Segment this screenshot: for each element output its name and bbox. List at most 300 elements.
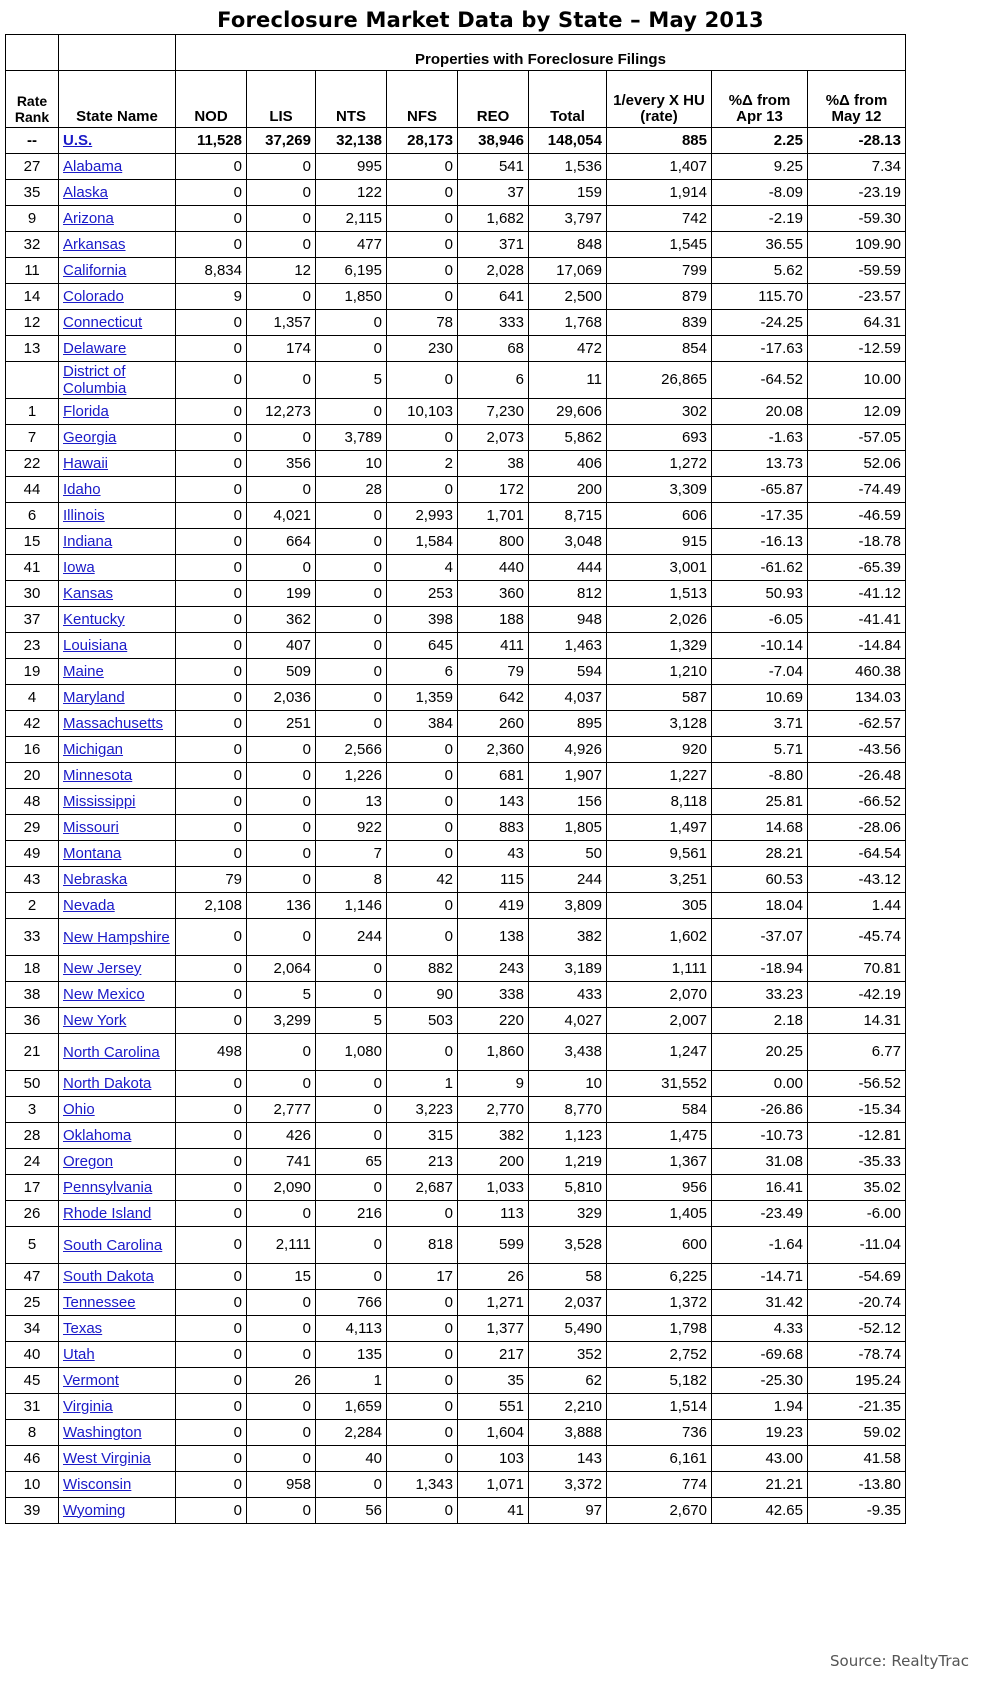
- change-may-cell: -11.04: [808, 1227, 906, 1264]
- table-row: [6, 763, 906, 789]
- state-name-cell: [59, 982, 176, 1008]
- total-cell: 5,810: [529, 1175, 607, 1201]
- state-link[interactable]: Indiana: [63, 532, 113, 550]
- state-link[interactable]: Oklahoma: [63, 1126, 132, 1144]
- nts-cell: 1,226: [316, 763, 387, 789]
- state-name-cell: [59, 206, 176, 232]
- state-link[interactable]: U.S.: [63, 131, 93, 149]
- reo-cell: 1,604: [458, 1420, 529, 1446]
- nfs-cell: 0: [387, 1034, 458, 1071]
- nod-cell: 0: [176, 919, 247, 956]
- change-may-cell: -9.35: [808, 1498, 906, 1524]
- rate-rank-cell: 42: [6, 711, 59, 737]
- reo-cell: 220: [458, 1008, 529, 1034]
- nts-cell: 2,284: [316, 1420, 387, 1446]
- nod-cell: 0: [176, 425, 247, 451]
- lis-cell: 3,299: [247, 1008, 316, 1034]
- reo-cell: 371: [458, 232, 529, 258]
- state-link[interactable]: Iowa: [63, 558, 95, 576]
- total-cell: 433: [529, 982, 607, 1008]
- rate-rank-cell: 18: [6, 956, 59, 982]
- reo-cell: 641: [458, 284, 529, 310]
- change-may-cell: -66.52: [808, 789, 906, 815]
- reo-cell: 541: [458, 154, 529, 180]
- state-link[interactable]: Colorado: [63, 287, 124, 305]
- state-name-cell: [59, 1446, 176, 1472]
- state-link[interactable]: Hawaii: [63, 454, 109, 472]
- lis-cell: 0: [247, 815, 316, 841]
- rate-rank-cell: 37: [6, 607, 59, 633]
- table-row: [6, 232, 906, 258]
- state-link[interactable]: Texas: [63, 1319, 103, 1337]
- change-apr-cell: 42.65: [712, 1498, 808, 1524]
- change-apr-cell: 33.23: [712, 982, 808, 1008]
- lis-cell: 2,036: [247, 685, 316, 711]
- every-x-hu-cell: 8,118: [607, 789, 712, 815]
- state-link[interactable]: Arizona: [63, 209, 114, 227]
- nts-cell: 0: [316, 1123, 387, 1149]
- us-total-row: [6, 128, 906, 154]
- nts-cell: 40: [316, 1446, 387, 1472]
- rate-rank-cell: 24: [6, 1149, 59, 1175]
- header-total: Total: [529, 71, 607, 128]
- change-may-cell: 59.02: [808, 1420, 906, 1446]
- change-may-cell: -35.33: [808, 1149, 906, 1175]
- every-x-hu-cell: 1,227: [607, 763, 712, 789]
- nfs-cell: 230: [387, 336, 458, 362]
- rate-rank-cell: 10: [6, 1472, 59, 1498]
- every-x-hu-cell: 1,272: [607, 451, 712, 477]
- every-x-hu-cell: 606: [607, 503, 712, 529]
- change-apr-cell: 20.08: [712, 399, 808, 425]
- every-x-hu-cell: 915: [607, 529, 712, 555]
- nod-cell: 0: [176, 982, 247, 1008]
- nod-cell: 0: [176, 477, 247, 503]
- nts-cell: 0: [316, 1071, 387, 1097]
- table-row: [6, 711, 906, 737]
- table-row: [6, 919, 906, 956]
- source-note: Source: RealtyTrac: [830, 1652, 969, 1670]
- total-cell: 200: [529, 477, 607, 503]
- total-cell: 3,888: [529, 1420, 607, 1446]
- lis-cell: 2,064: [247, 956, 316, 982]
- reo-cell: 338: [458, 982, 529, 1008]
- total-cell: 329: [529, 1201, 607, 1227]
- reo-cell: 9: [458, 1071, 529, 1097]
- nts-cell: 135: [316, 1342, 387, 1368]
- rate-rank-cell: 44: [6, 477, 59, 503]
- rate-rank-cell: 27: [6, 154, 59, 180]
- change-may-cell: -41.41: [808, 607, 906, 633]
- nts-cell: 4,113: [316, 1316, 387, 1342]
- state-link[interactable]: New Jersey: [63, 959, 142, 977]
- nts-cell: 1,659: [316, 1394, 387, 1420]
- change-may-cell: -14.84: [808, 633, 906, 659]
- state-name-cell: [59, 1227, 176, 1264]
- nts-cell: 922: [316, 815, 387, 841]
- rate-rank-cell: 38: [6, 982, 59, 1008]
- reo-cell: 68: [458, 336, 529, 362]
- change-may-cell: -20.74: [808, 1290, 906, 1316]
- rate-rank-cell: 5: [6, 1227, 59, 1264]
- reo-cell: 41: [458, 1498, 529, 1524]
- lis-cell: 0: [247, 1316, 316, 1342]
- state-link[interactable]: Alabama: [63, 157, 123, 175]
- state-link[interactable]: North Dakota: [63, 1074, 152, 1092]
- lis-cell: 0: [247, 206, 316, 232]
- state-link[interactable]: Delaware: [63, 339, 127, 357]
- nts-cell: 0: [316, 685, 387, 711]
- header-reo: REO: [458, 71, 529, 128]
- reo-cell: 37: [458, 180, 529, 206]
- rate-rank-cell: 12: [6, 310, 59, 336]
- rate-rank-cell: 31: [6, 1394, 59, 1420]
- change-apr-cell: 36.55: [712, 232, 808, 258]
- nfs-cell: 0: [387, 789, 458, 815]
- state-link[interactable]: Tennessee: [63, 1293, 136, 1311]
- every-x-hu-cell: 26,865: [607, 362, 712, 399]
- lis-cell: 0: [247, 1498, 316, 1524]
- nod-cell: 0: [176, 1097, 247, 1123]
- lis-cell: 0: [247, 841, 316, 867]
- state-link[interactable]: Ohio: [63, 1100, 95, 1118]
- table-row: [6, 425, 906, 451]
- state-link[interactable]: Connecticut: [63, 313, 143, 331]
- nfs-cell: 0: [387, 1498, 458, 1524]
- table-row: [6, 1394, 906, 1420]
- state-link[interactable]: Illinois: [63, 506, 105, 524]
- state-link[interactable]: Minnesota: [63, 766, 133, 784]
- every-x-hu-cell: 799: [607, 258, 712, 284]
- state-link[interactable]: Florida: [63, 402, 109, 420]
- state-link[interactable]: Louisiana: [63, 636, 128, 654]
- total-cell: 444: [529, 555, 607, 581]
- state-link[interactable]: Montana: [63, 844, 122, 862]
- total-cell: 159: [529, 180, 607, 206]
- change-may-cell: -62.57: [808, 711, 906, 737]
- lis-cell: 174: [247, 336, 316, 362]
- nts-cell: 7: [316, 841, 387, 867]
- lis-cell: 0: [247, 1201, 316, 1227]
- nfs-cell: 0: [387, 1316, 458, 1342]
- nts-cell: 6,195: [316, 258, 387, 284]
- header-every-x-hu: 1/every X HU (rate): [607, 71, 712, 128]
- state-link[interactable]: Maine: [63, 662, 104, 680]
- state-link[interactable]: West Virginia: [63, 1449, 151, 1467]
- change-apr-cell: 50.93: [712, 581, 808, 607]
- nts-cell: 3,789: [316, 425, 387, 451]
- nod-cell: 0: [176, 1201, 247, 1227]
- page-title: Foreclosure Market Data by State – May 2013: [217, 8, 764, 32]
- total-cell: 244: [529, 867, 607, 893]
- nfs-cell: 0: [387, 1342, 458, 1368]
- state-link[interactable]: Missouri: [63, 818, 119, 836]
- table-row: [6, 737, 906, 763]
- total-cell: 5,862: [529, 425, 607, 451]
- state-name-cell: [59, 737, 176, 763]
- lis-cell: 407: [247, 633, 316, 659]
- nod-cell: 0: [176, 310, 247, 336]
- nfs-cell: 645: [387, 633, 458, 659]
- nts-cell: 0: [316, 1472, 387, 1498]
- lis-cell: 0: [247, 180, 316, 206]
- state-link[interactable]: New Hampshire: [63, 928, 170, 946]
- lis-cell: 0: [247, 1071, 316, 1097]
- nfs-cell: 0: [387, 284, 458, 310]
- nod-cell: 0: [176, 1420, 247, 1446]
- lis-cell: 0: [247, 763, 316, 789]
- state-name-cell: [59, 1420, 176, 1446]
- lis-cell: 958: [247, 1472, 316, 1498]
- state-link[interactable]: Michigan: [63, 740, 124, 758]
- nts-cell: 32,138: [316, 128, 387, 154]
- every-x-hu-cell: 1,545: [607, 232, 712, 258]
- change-apr-cell: 0.00: [712, 1071, 808, 1097]
- rate-rank-cell: 16: [6, 737, 59, 763]
- change-may-cell: -26.48: [808, 763, 906, 789]
- lis-cell: 136: [247, 893, 316, 919]
- state-link[interactable]: Wyoming: [63, 1501, 126, 1519]
- total-cell: 895: [529, 711, 607, 737]
- state-link[interactable]: Idaho: [63, 480, 101, 498]
- every-x-hu-cell: 920: [607, 737, 712, 763]
- reo-cell: 113: [458, 1201, 529, 1227]
- nfs-cell: 10,103: [387, 399, 458, 425]
- reo-cell: 138: [458, 919, 529, 956]
- every-x-hu-cell: 1,372: [607, 1290, 712, 1316]
- nod-cell: 0: [176, 841, 247, 867]
- change-may-cell: -52.12: [808, 1316, 906, 1342]
- state-name-cell: [59, 893, 176, 919]
- change-apr-cell: -37.07: [712, 919, 808, 956]
- state-name-cell: [59, 711, 176, 737]
- state-link[interactable]: Nevada: [63, 896, 115, 914]
- state-link[interactable]: Arkansas: [63, 235, 126, 253]
- change-apr-cell: -7.04: [712, 659, 808, 685]
- change-may-cell: -46.59: [808, 503, 906, 529]
- state-name-cell: [59, 180, 176, 206]
- nts-cell: 0: [316, 503, 387, 529]
- state-link[interactable]: Massachusetts: [63, 714, 164, 732]
- change-may-cell: -21.35: [808, 1394, 906, 1420]
- nod-cell: 0: [176, 815, 247, 841]
- state-link[interactable]: Mississippi: [63, 792, 136, 810]
- total-cell: 11: [529, 362, 607, 399]
- state-link[interactable]: North Carolina: [63, 1043, 160, 1061]
- rate-rank-cell: 17: [6, 1175, 59, 1201]
- change-may-cell: 35.02: [808, 1175, 906, 1201]
- change-apr-cell: 9.25: [712, 154, 808, 180]
- rate-rank-cell: 3: [6, 1097, 59, 1123]
- nts-cell: 1,850: [316, 284, 387, 310]
- every-x-hu-cell: 1,329: [607, 633, 712, 659]
- state-name-cell: [59, 477, 176, 503]
- lis-cell: 0: [247, 284, 316, 310]
- state-link[interactable]: Alaska: [63, 183, 109, 201]
- nts-cell: 0: [316, 982, 387, 1008]
- every-x-hu-cell: 3,001: [607, 555, 712, 581]
- every-x-hu-cell: 1,407: [607, 154, 712, 180]
- reo-cell: 382: [458, 1123, 529, 1149]
- state-name-cell: [59, 310, 176, 336]
- reo-cell: 35: [458, 1368, 529, 1394]
- total-cell: 948: [529, 607, 607, 633]
- change-apr-cell: 2.18: [712, 1008, 808, 1034]
- state-link[interactable]: Wisconsin: [63, 1475, 132, 1493]
- change-may-cell: -78.74: [808, 1342, 906, 1368]
- nfs-cell: 384: [387, 711, 458, 737]
- total-cell: 4,926: [529, 737, 607, 763]
- rate-rank-cell: 20: [6, 763, 59, 789]
- state-link[interactable]: Utah: [63, 1345, 95, 1363]
- total-cell: 1,907: [529, 763, 607, 789]
- state-link[interactable]: Kansas: [63, 584, 114, 602]
- nfs-cell: 1,584: [387, 529, 458, 555]
- state-link[interactable]: Virginia: [63, 1397, 113, 1415]
- lis-cell: 0: [247, 1394, 316, 1420]
- table-row: [6, 1175, 906, 1201]
- state-link[interactable]: South Dakota: [63, 1267, 154, 1285]
- state-link[interactable]: Washington: [63, 1423, 142, 1441]
- rate-rank-cell: 23: [6, 633, 59, 659]
- nod-cell: 0: [176, 399, 247, 425]
- change-may-cell: -74.49: [808, 477, 906, 503]
- reo-cell: 217: [458, 1342, 529, 1368]
- nfs-cell: 2,687: [387, 1175, 458, 1201]
- nts-cell: 0: [316, 659, 387, 685]
- table-row: [6, 1342, 906, 1368]
- state-name-cell: [59, 362, 176, 399]
- state-name-cell: [59, 1394, 176, 1420]
- nts-cell: 0: [316, 607, 387, 633]
- nod-cell: 0: [176, 581, 247, 607]
- state-link[interactable]: Kentucky: [63, 610, 125, 628]
- nts-cell: 65: [316, 1149, 387, 1175]
- change-may-cell: -57.05: [808, 425, 906, 451]
- table-row: [6, 336, 906, 362]
- state-link[interactable]: California: [63, 261, 127, 279]
- table-row: [6, 659, 906, 685]
- change-apr-cell: 31.08: [712, 1149, 808, 1175]
- nfs-cell: 0: [387, 1420, 458, 1446]
- total-cell: 594: [529, 659, 607, 685]
- lis-cell: 0: [247, 919, 316, 956]
- every-x-hu-cell: 742: [607, 206, 712, 232]
- lis-cell: 5: [247, 982, 316, 1008]
- total-cell: 2,500: [529, 284, 607, 310]
- rate-rank-cell: 2: [6, 893, 59, 919]
- table-row: [6, 685, 906, 711]
- total-cell: 1,536: [529, 154, 607, 180]
- total-cell: 29,606: [529, 399, 607, 425]
- state-name-cell: [59, 1097, 176, 1123]
- table-row: [6, 529, 906, 555]
- nfs-cell: 0: [387, 919, 458, 956]
- nfs-cell: 0: [387, 180, 458, 206]
- reo-cell: 1,033: [458, 1175, 529, 1201]
- nod-cell: 0: [176, 1290, 247, 1316]
- nod-cell: 0: [176, 789, 247, 815]
- total-cell: 148,054: [529, 128, 607, 154]
- change-may-cell: -12.81: [808, 1123, 906, 1149]
- every-x-hu-cell: 1,405: [607, 1201, 712, 1227]
- rate-rank-cell: 14: [6, 284, 59, 310]
- rate-rank-cell: 36: [6, 1008, 59, 1034]
- nfs-cell: 818: [387, 1227, 458, 1264]
- lis-cell: 0: [247, 232, 316, 258]
- lis-cell: 251: [247, 711, 316, 737]
- nod-cell: 0: [176, 154, 247, 180]
- state-name-cell: [59, 1316, 176, 1342]
- rate-rank-cell: 34: [6, 1316, 59, 1342]
- state-name-cell: [59, 763, 176, 789]
- state-name-cell: [59, 399, 176, 425]
- state-name-cell: [59, 867, 176, 893]
- nts-cell: 2,566: [316, 737, 387, 763]
- change-may-cell: -41.12: [808, 581, 906, 607]
- change-may-cell: 134.03: [808, 685, 906, 711]
- state-link[interactable]: Nebraska: [63, 870, 128, 888]
- total-cell: 3,809: [529, 893, 607, 919]
- table-row: [6, 180, 906, 206]
- state-link[interactable]: Pennsylvania: [63, 1178, 153, 1196]
- change-apr-cell: -64.52: [712, 362, 808, 399]
- total-cell: 62: [529, 1368, 607, 1394]
- change-may-cell: 12.09: [808, 399, 906, 425]
- state-link[interactable]: Maryland: [63, 688, 125, 706]
- change-apr-cell: 115.70: [712, 284, 808, 310]
- lis-cell: 0: [247, 425, 316, 451]
- change-apr-cell: 31.42: [712, 1290, 808, 1316]
- lis-cell: 199: [247, 581, 316, 607]
- table-row: [6, 477, 906, 503]
- reo-cell: 642: [458, 685, 529, 711]
- state-link[interactable]: New York: [63, 1011, 127, 1029]
- nfs-cell: 0: [387, 737, 458, 763]
- change-apr-cell: 2.25: [712, 128, 808, 154]
- nfs-cell: 213: [387, 1149, 458, 1175]
- total-cell: 10: [529, 1071, 607, 1097]
- state-link[interactable]: Vermont: [63, 1371, 119, 1389]
- lis-cell: 426: [247, 1123, 316, 1149]
- lis-cell: 12,273: [247, 399, 316, 425]
- state-link[interactable]: Georgia: [63, 428, 117, 446]
- nts-cell: 0: [316, 711, 387, 737]
- reo-cell: 2,770: [458, 1097, 529, 1123]
- state-link[interactable]: Rhode Island: [63, 1204, 152, 1222]
- change-apr-cell: 25.81: [712, 789, 808, 815]
- nod-cell: 0: [176, 1472, 247, 1498]
- table-row: [6, 607, 906, 633]
- state-link[interactable]: New Mexico: [63, 985, 145, 1003]
- nod-cell: 9: [176, 284, 247, 310]
- total-cell: 1,219: [529, 1149, 607, 1175]
- change-may-cell: 70.81: [808, 956, 906, 982]
- total-cell: 8,715: [529, 503, 607, 529]
- state-link[interactable]: South Carolina: [63, 1236, 163, 1254]
- state-name-cell: [59, 555, 176, 581]
- change-may-cell: 14.31: [808, 1008, 906, 1034]
- reo-cell: 188: [458, 607, 529, 633]
- total-cell: 3,797: [529, 206, 607, 232]
- state-link[interactable]: Oregon: [63, 1152, 114, 1170]
- header-nod: NOD: [176, 71, 247, 128]
- every-x-hu-cell: 1,247: [607, 1034, 712, 1071]
- nfs-cell: 0: [387, 1201, 458, 1227]
- nod-cell: 0: [176, 1149, 247, 1175]
- lis-cell: 26: [247, 1368, 316, 1394]
- state-link[interactable]: District of Columbia: [63, 363, 127, 397]
